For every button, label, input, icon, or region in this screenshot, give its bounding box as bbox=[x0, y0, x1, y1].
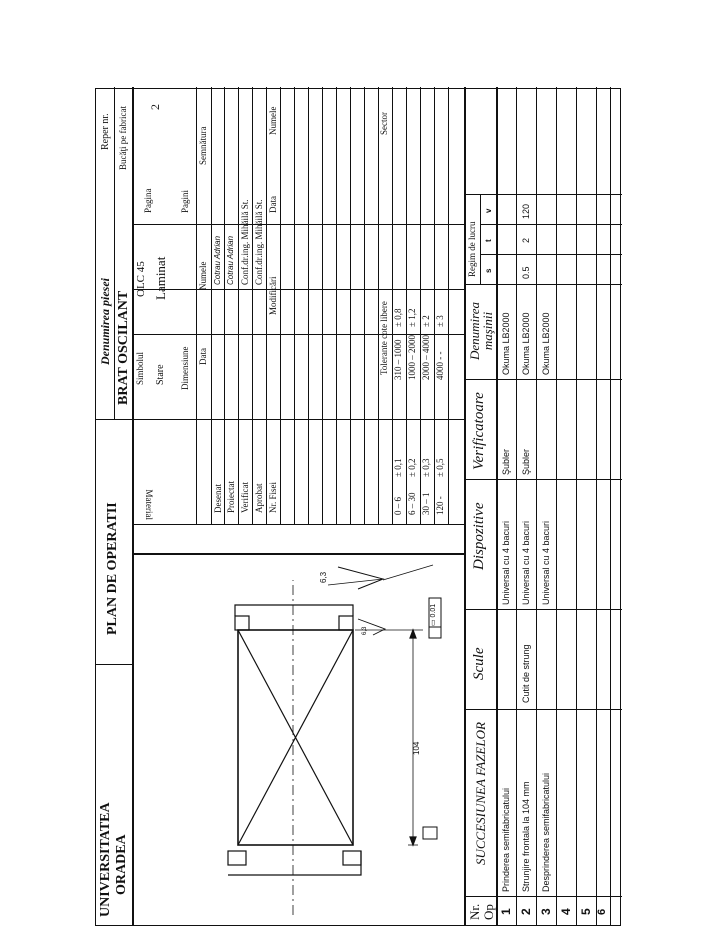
info-col-material bbox=[132, 524, 464, 525]
ops-row-line-6 bbox=[610, 87, 611, 925]
op-row-4-nr: 4 bbox=[559, 908, 573, 915]
symbol-value: OLC 45 bbox=[135, 261, 147, 297]
ops-row-line-3 bbox=[556, 87, 557, 925]
ops-header-s: s bbox=[484, 268, 493, 273]
flatness-frame: ▭ 0.01 bbox=[430, 603, 437, 626]
info-col-4 bbox=[132, 289, 464, 290]
tol-r4-c3: 4000 - - bbox=[435, 351, 445, 380]
ops-col-gauges bbox=[464, 379, 622, 380]
sig-name-2: Cotrau Adrian bbox=[226, 235, 235, 285]
tol-r1-c4: ± 0,8 bbox=[393, 308, 403, 327]
university-city: ORADEA bbox=[114, 834, 129, 895]
tol-r3-c2: ± 0,3 bbox=[421, 458, 431, 477]
ops-header-bottom-line bbox=[496, 87, 498, 925]
op-row-2-nr: 2 bbox=[519, 908, 533, 915]
info-col-2 bbox=[132, 419, 464, 420]
pages-label: Pagini bbox=[180, 189, 190, 213]
part-sketch bbox=[133, 555, 464, 925]
sig-role-3: Verificat bbox=[240, 482, 250, 513]
part-name-label: Denumirea piesei bbox=[98, 278, 112, 365]
ref-label: Reper nr. bbox=[100, 113, 111, 150]
tol-r3-c1: 30 – 1 bbox=[421, 492, 431, 515]
dimension-104: 104 bbox=[412, 741, 421, 755]
sig-role-4: Aprobat bbox=[254, 483, 264, 513]
ops-header-gauges: Verificatoare bbox=[471, 392, 487, 470]
op-row-2-s: 0.5 bbox=[521, 266, 531, 279]
roughness-6-3: 6,3 bbox=[319, 571, 328, 583]
sig-col-data: Data bbox=[198, 348, 208, 365]
ops-header-regime: Regim de lucru bbox=[467, 221, 477, 277]
op-row-1-phase: Prinderea semifabricatului bbox=[501, 787, 511, 892]
ops-regime-line bbox=[480, 195, 481, 285]
info-row-1 bbox=[196, 87, 197, 525]
op-row-5-nr: 5 bbox=[579, 908, 593, 915]
sig-name-1: Cotrau Adrian bbox=[213, 235, 222, 285]
university-name: UNIVERSITATEA bbox=[98, 802, 113, 917]
op-row-2-t: 2 bbox=[521, 237, 531, 243]
info-row-3 bbox=[224, 87, 225, 525]
ops-col-s bbox=[480, 254, 622, 255]
op-row-2-phase: Strunjire frontala la 104 mm bbox=[521, 781, 531, 892]
sig-col-names: Numele bbox=[198, 261, 208, 290]
state-value: Laminat bbox=[153, 256, 168, 300]
op-row-1-machine: Okuma LB2000 bbox=[501, 312, 511, 375]
ops-col-nr bbox=[464, 896, 622, 897]
tol-r4-c2: ± 0,5 bbox=[435, 458, 445, 477]
ops-header-t: t bbox=[484, 239, 493, 242]
op-row-1-device: Universal cu 4 bacuri bbox=[501, 520, 511, 605]
info-row-10 bbox=[322, 87, 323, 525]
ops-row-line-2 bbox=[536, 87, 537, 925]
op-row-3-machine: Okuma LB2000 bbox=[541, 312, 551, 375]
op-row-2-tool: Cutit de strung bbox=[521, 644, 531, 703]
tolerance-title: Tolerante cote libere bbox=[379, 301, 389, 375]
sig-role-2: Proiectat bbox=[226, 481, 236, 513]
tol-r1-c2: ± 0,1 bbox=[393, 458, 403, 477]
ops-row-line-4 bbox=[576, 87, 577, 925]
ops-col-tools bbox=[464, 609, 622, 610]
ops-row-line-5 bbox=[596, 87, 597, 925]
sig-name-4: Conf.dr.ing. Mihăilă St. bbox=[254, 199, 264, 285]
info-row-12 bbox=[350, 87, 351, 525]
op-row-3-nr: 3 bbox=[539, 908, 553, 915]
ops-col-t bbox=[480, 224, 622, 225]
state-label: Stare bbox=[155, 364, 166, 385]
info-row-5 bbox=[252, 87, 253, 525]
op-row-2-gauge: Şubler bbox=[521, 448, 531, 475]
info-row-11 bbox=[336, 87, 337, 525]
ops-header-op: Op bbox=[481, 904, 496, 920]
part-name: BRAT OSCILANT bbox=[116, 290, 131, 405]
info-row-4 bbox=[238, 87, 239, 525]
op-row-6-nr: 6 bbox=[596, 908, 608, 915]
sig-name-3: Conf.dr.ing. Mihăilă St. bbox=[240, 199, 250, 285]
op-row-2-device: Universal cu 4 bacuri bbox=[521, 520, 531, 605]
info-row-2 bbox=[211, 87, 212, 525]
sig-col-signature: Semnătura bbox=[198, 126, 208, 165]
ops-header-top-line bbox=[464, 87, 466, 925]
ops-col-devices bbox=[464, 479, 622, 480]
material-label: Material bbox=[144, 489, 154, 520]
ops-col-v bbox=[464, 194, 622, 195]
tol-r3-c3: 2000 – 4000 bbox=[421, 335, 431, 380]
op-row-3-phase: Desprinderea semifabricatului bbox=[541, 772, 551, 892]
count-value: 2 bbox=[148, 104, 162, 110]
ops-header-v: v bbox=[484, 208, 493, 213]
info-col-5 bbox=[132, 224, 464, 225]
ops-col-machine bbox=[464, 284, 622, 285]
operation-plan-sheet bbox=[95, 88, 621, 926]
roughness-small: 6,3 bbox=[362, 626, 368, 635]
op-row-1-gauge: Şubler bbox=[501, 448, 511, 475]
tol-r2-c1: 6 – 30 bbox=[407, 492, 417, 515]
ops-header-nr: Nr. bbox=[467, 903, 482, 920]
dimension-label: Dimensiune bbox=[180, 346, 190, 390]
info-row-9 bbox=[308, 87, 309, 525]
sector-label: Sector bbox=[379, 112, 389, 135]
ops-row-line-1 bbox=[516, 87, 517, 925]
symbol-label: Simbolul bbox=[135, 351, 145, 385]
op-row-3-device: Universal cu 4 bacuri bbox=[541, 520, 551, 605]
info-row-8 bbox=[294, 87, 295, 525]
tol-r1-c1: 0 – 6 bbox=[393, 497, 403, 515]
ops-col-phases bbox=[464, 709, 622, 710]
hdr-sep-1 bbox=[96, 664, 132, 665]
tol-r4-c1: 120 - bbox=[435, 496, 445, 515]
tol-r3-c4: ± 2 bbox=[421, 315, 431, 327]
sig-names-label: Numele bbox=[268, 106, 278, 135]
tol-r2-c2: ± 0,2 bbox=[407, 458, 417, 477]
ops-header-tools: Scule bbox=[471, 647, 487, 680]
plan-title: PLAN DE OPERATII bbox=[105, 502, 120, 635]
op-row-1-nr: 1 bbox=[499, 908, 513, 915]
info-row-19 bbox=[448, 87, 449, 525]
tol-r4-c4: ± 3 bbox=[435, 315, 445, 327]
ops-header-phases: SUCCESIUNEA FAZELOR bbox=[473, 722, 488, 865]
tol-r2-c3: 1000 – 2000 bbox=[407, 335, 417, 380]
op-row-2-v: 120 bbox=[521, 203, 531, 219]
sheet-no-label: Nr. Fisei bbox=[268, 481, 278, 513]
ops-header-devices: Dispozitive bbox=[471, 502, 487, 570]
sig-data-label: Data bbox=[268, 196, 278, 213]
info-row-6 bbox=[266, 87, 267, 525]
page-label: Pagina bbox=[143, 188, 153, 213]
tol-r1-c3: 310 – 1000 bbox=[393, 339, 403, 380]
count-label: Bucăţi pe fabricat bbox=[118, 106, 128, 170]
modif-label: Modificări bbox=[268, 276, 278, 315]
op-row-2-machine: Okuma LB2000 bbox=[521, 312, 531, 375]
tol-r2-c4: ± 1,2 bbox=[407, 308, 417, 327]
rotated-form bbox=[95, 88, 621, 926]
info-row-7 bbox=[280, 87, 281, 525]
hdr-sub-line bbox=[114, 87, 115, 420]
ops-header-machine: Denumirea maşinii bbox=[467, 302, 495, 361]
info-row-13 bbox=[364, 87, 365, 525]
sig-role-1: Desenat bbox=[213, 484, 223, 513]
